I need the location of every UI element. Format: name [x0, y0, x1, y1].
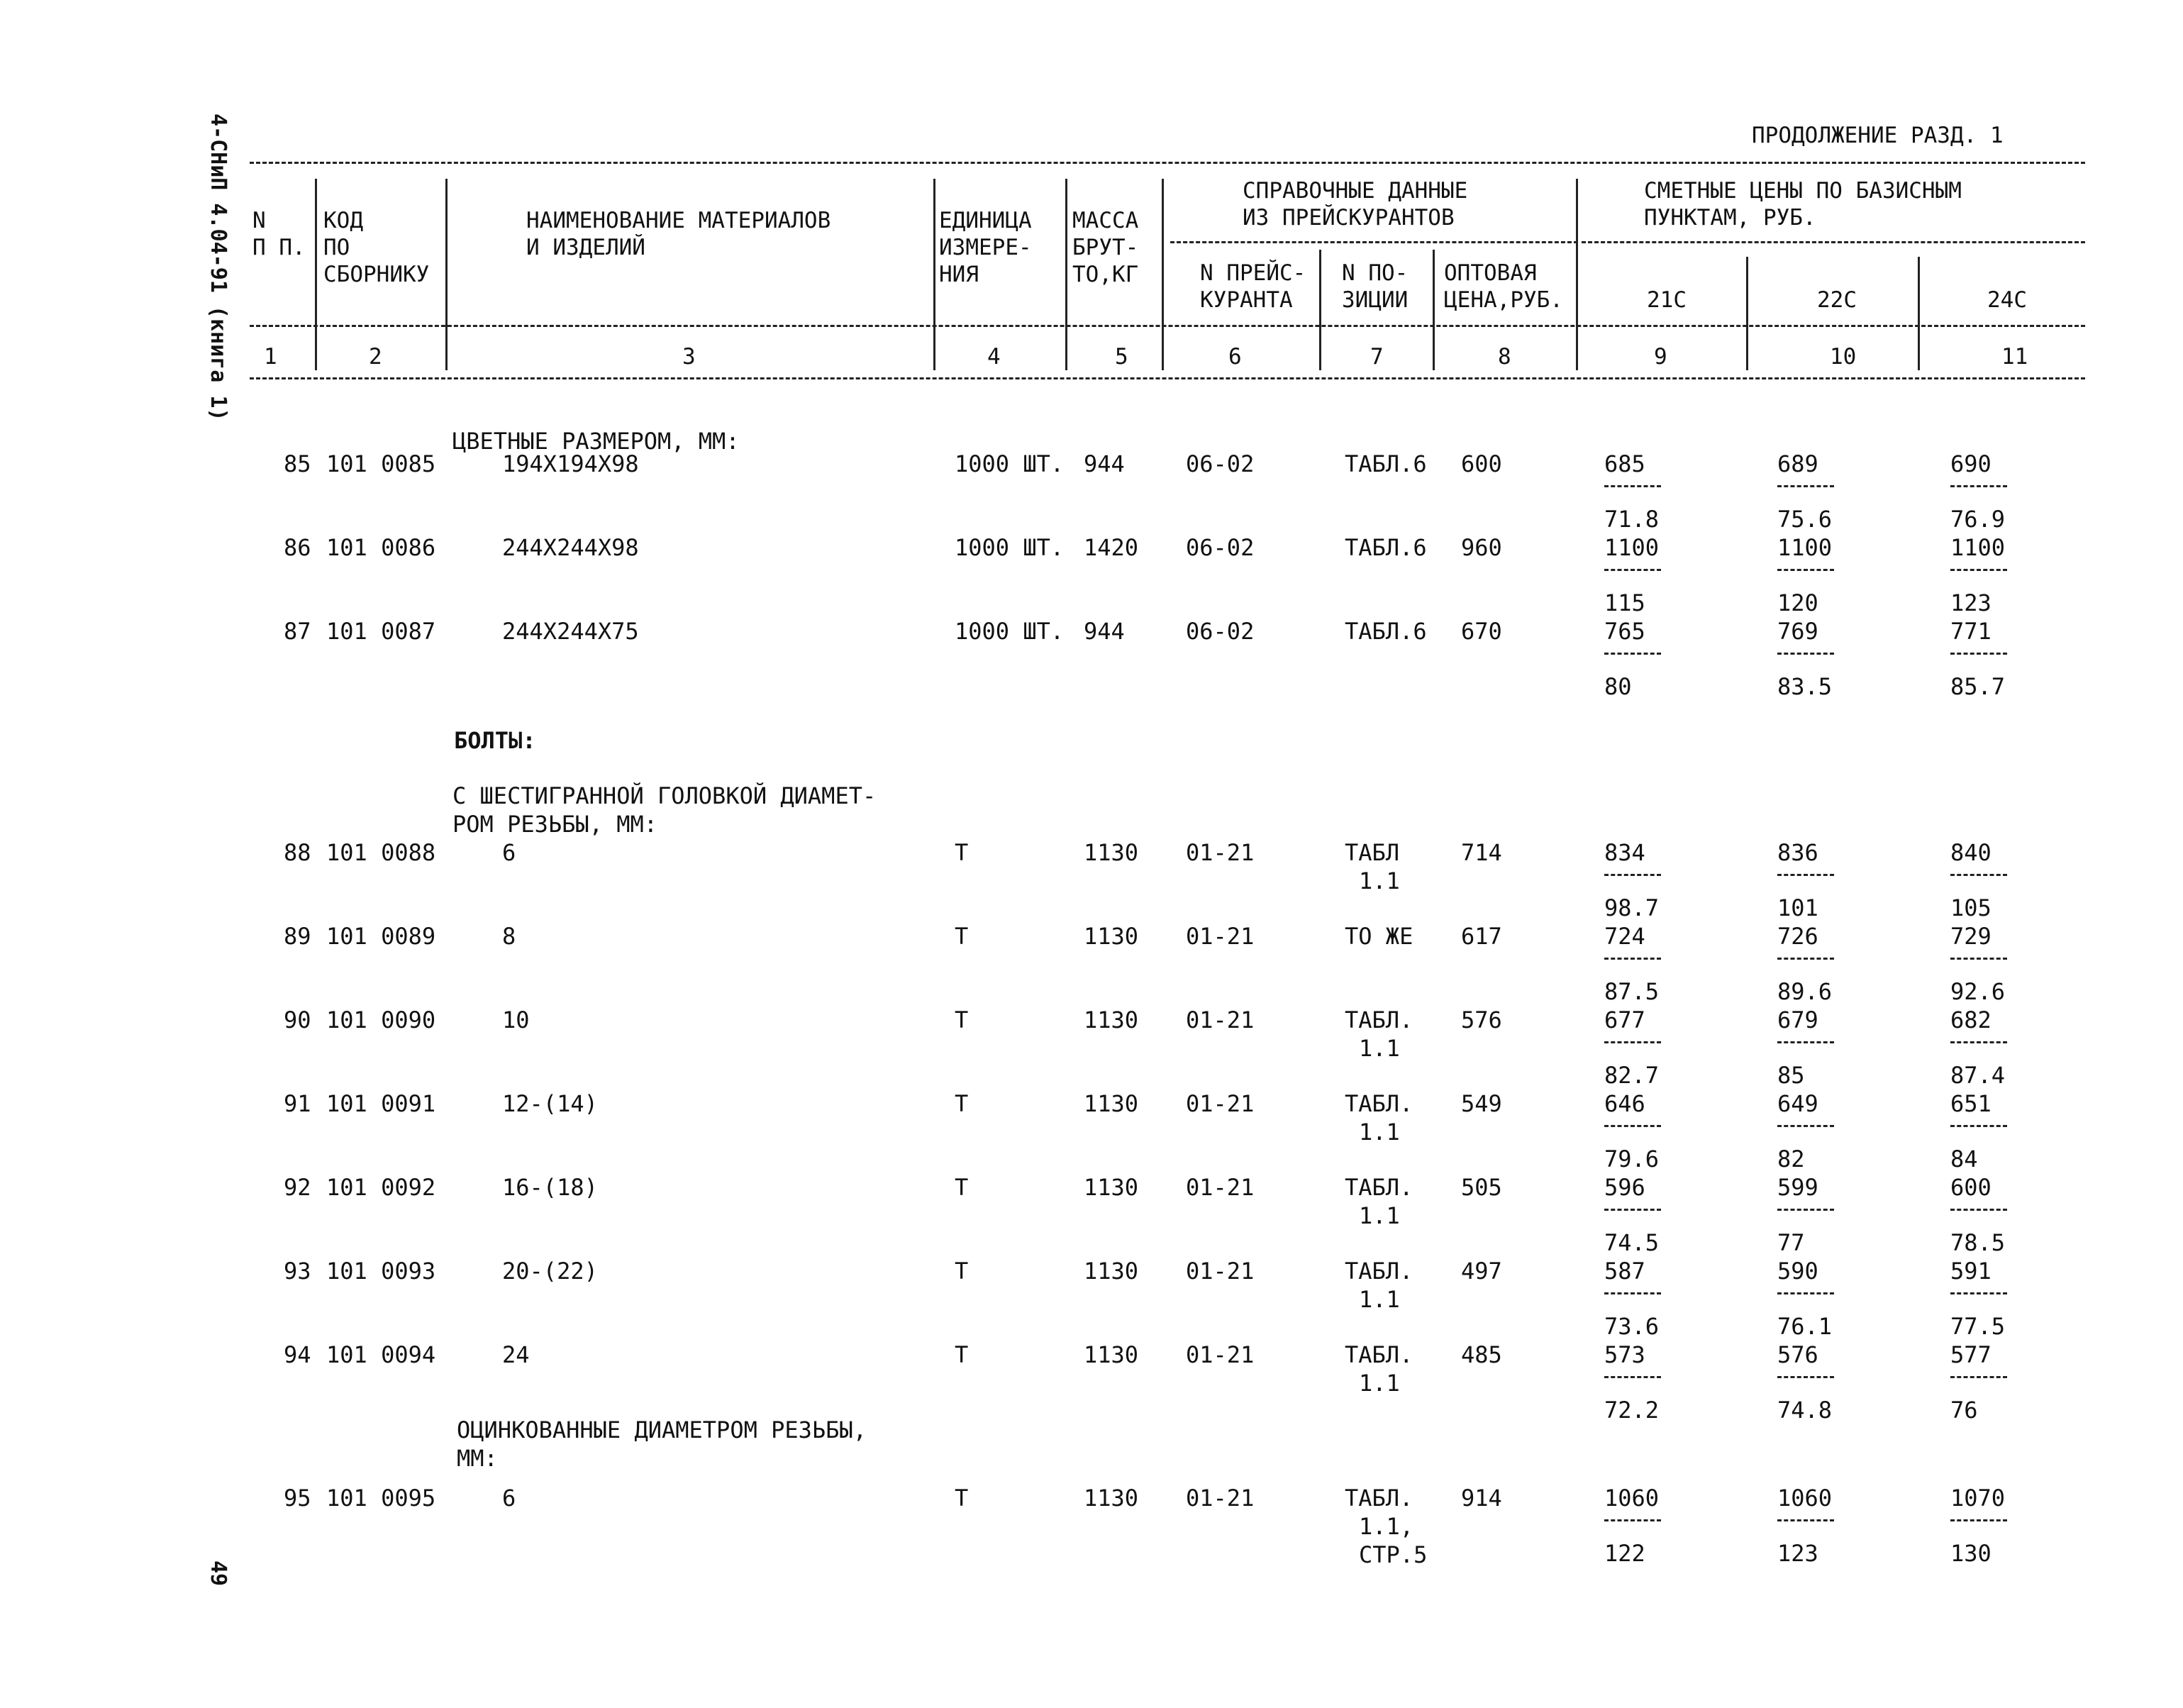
col-divider	[1319, 250, 1321, 370]
row-number: 95	[284, 1485, 311, 1512]
col4-heading: ИЗМЕРЕ-	[939, 235, 1032, 260]
fraction-divider	[1950, 1125, 2007, 1127]
page-number: 49	[206, 1560, 230, 1587]
row-basis-price: 596	[1604, 1174, 1645, 1201]
header-top-rule	[250, 162, 2085, 164]
row-position: 1.1	[1359, 1202, 1400, 1229]
row-position: ТАБЛ.6	[1345, 618, 1427, 645]
row-unit: 1000 ШТ.	[955, 618, 1065, 645]
col5-heading: ТО,КГ	[1072, 262, 1139, 287]
col4-heading: НИЯ	[939, 262, 979, 287]
row-position: 1.1	[1359, 1035, 1400, 1062]
row-basis-price: 726	[1777, 923, 1818, 950]
row-number: 92	[284, 1174, 311, 1201]
col-divider	[445, 179, 448, 370]
row-wholesale-price: 549	[1461, 1090, 1502, 1117]
row-basis-price-secondary: 76.1	[1777, 1313, 1833, 1340]
row-basis-price: 587	[1604, 1258, 1645, 1285]
row-code: 101 0095	[326, 1485, 436, 1512]
row-basis-price-secondary: 92.6	[1950, 978, 2006, 1005]
row-name: 6	[502, 1485, 516, 1512]
col7-heading: ЗИЦИИ	[1342, 287, 1409, 313]
row-unit: Т	[955, 1258, 969, 1285]
row-position: ТАБЛ.6	[1345, 534, 1427, 561]
row-price-list: 01-21	[1186, 839, 1255, 866]
fraction-divider	[1950, 1292, 2007, 1294]
row-basis-price: 573	[1604, 1341, 1645, 1368]
row-price-list: 01-21	[1186, 923, 1255, 950]
row-wholesale-price: 600	[1461, 450, 1502, 477]
col10-heading: 22С	[1817, 287, 1857, 313]
row-price-list: 01-21	[1186, 1341, 1255, 1368]
fraction-divider	[1777, 874, 1834, 876]
fraction-divider	[1950, 1209, 2007, 1211]
row-basis-price: 649	[1777, 1090, 1818, 1117]
row-number: 87	[284, 618, 311, 645]
row-name: 16-(18)	[502, 1174, 598, 1201]
row-basis-price: 1070	[1950, 1485, 2006, 1512]
col-divider	[1576, 179, 1578, 370]
col-number: 8	[1498, 344, 1511, 370]
row-code: 101 0089	[326, 923, 436, 950]
row-basis-price: 834	[1604, 839, 1645, 866]
row-position: ТАБЛ.	[1345, 1485, 1413, 1512]
row-basis-price-secondary: 74.5	[1604, 1229, 1660, 1256]
row-code: 101 0088	[326, 839, 436, 866]
row-unit: Т	[955, 1341, 969, 1368]
col7-heading: N ПО-	[1342, 260, 1409, 286]
fraction-divider	[1950, 569, 2007, 571]
document-code: 4-СНиП 4.04-91 (книга 1)	[206, 113, 230, 421]
col-divider	[1918, 257, 1920, 370]
col-number: 2	[369, 344, 382, 370]
row-basis-price-secondary: 122	[1604, 1540, 1645, 1567]
col5-heading: МАССА	[1072, 208, 1139, 233]
col-number: 10	[1830, 344, 1857, 370]
row-basis-price: 1060	[1604, 1485, 1660, 1512]
row-basis-price-secondary: 101	[1777, 894, 1818, 921]
col-number: 6	[1228, 344, 1242, 370]
col-divider	[1065, 179, 1067, 370]
row-price-list: 01-21	[1186, 1090, 1255, 1117]
row-basis-price-secondary: 87.5	[1604, 978, 1660, 1005]
fraction-divider	[1950, 485, 2007, 487]
row-price-list: 06-02	[1186, 618, 1255, 645]
row-basis-price: 646	[1604, 1090, 1645, 1117]
row-basis-price: 724	[1604, 923, 1645, 950]
fraction-divider	[1777, 569, 1834, 571]
col-number: 7	[1370, 344, 1384, 370]
fraction-divider	[1950, 653, 2007, 655]
row-basis-price: 685	[1604, 450, 1645, 477]
row-number: 89	[284, 923, 311, 950]
col2-heading: СБОРНИКУ	[323, 262, 430, 287]
row-name: 194Х194Х98	[502, 450, 639, 477]
fraction-divider	[1604, 485, 1661, 487]
row-unit: Т	[955, 1006, 969, 1033]
row-position: ТАБЛ.	[1345, 1258, 1413, 1285]
row-name: 12-(14)	[502, 1090, 598, 1117]
row-basis-price-secondary: 115	[1604, 589, 1645, 616]
section-heading: ЦВЕТНЫЕ РАЗМЕРОМ, ММ:	[452, 428, 740, 455]
row-basis-price: 1100	[1950, 534, 2006, 561]
row-position: 1.1	[1359, 1370, 1400, 1397]
row-code: 101 0093	[326, 1258, 436, 1285]
row-basis-price-secondary: 77.5	[1950, 1313, 2006, 1340]
fraction-divider	[1604, 1209, 1661, 1211]
col5-heading: БРУТ-	[1072, 235, 1139, 260]
row-unit: 1000 ШТ.	[955, 450, 1065, 477]
fraction-divider	[1777, 1125, 1834, 1127]
col-number: 9	[1654, 344, 1667, 370]
row-name: 6	[502, 839, 516, 866]
row-basis-price-secondary: 73.6	[1604, 1313, 1660, 1340]
col6-heading: КУРАНТА	[1200, 287, 1293, 313]
row-basis-price-secondary: 76	[1950, 1397, 1978, 1424]
fraction-divider	[1777, 1209, 1834, 1211]
ref-group-heading: СПРАВОЧНЫЕ ДАННЫЕ	[1243, 178, 1468, 204]
row-wholesale-price: 960	[1461, 534, 1502, 561]
row-basis-price: 690	[1950, 450, 1992, 477]
row-number: 90	[284, 1006, 311, 1033]
row-basis-price-secondary: 80	[1604, 673, 1632, 700]
row-position: 1.1	[1359, 1119, 1400, 1146]
row-price-list: 01-21	[1186, 1006, 1255, 1033]
row-basis-price-secondary: 77	[1777, 1229, 1805, 1256]
row-basis-price-secondary: 123	[1950, 589, 1992, 616]
row-basis-price: 599	[1777, 1174, 1818, 1201]
row-mass: 1130	[1084, 1485, 1139, 1512]
fraction-divider	[1604, 1376, 1661, 1378]
row-position: ТАБЛ.	[1345, 1341, 1413, 1368]
fraction-divider	[1777, 1519, 1834, 1521]
row-basis-price: 1100	[1777, 534, 1833, 561]
row-price-list: 06-02	[1186, 534, 1255, 561]
row-basis-price-secondary: 82.7	[1604, 1062, 1660, 1089]
row-mass: 944	[1084, 450, 1125, 477]
row-basis-price: 577	[1950, 1341, 1992, 1368]
row-wholesale-price: 617	[1461, 923, 1502, 950]
fraction-divider	[1950, 874, 2007, 876]
row-basis-price-secondary: 84	[1950, 1146, 1978, 1172]
col1-heading: П П.	[252, 235, 306, 260]
row-basis-price-secondary: 71.8	[1604, 506, 1660, 533]
col-divider	[315, 179, 317, 370]
col2-heading: КОД	[323, 208, 363, 233]
fraction-divider	[1777, 1292, 1834, 1294]
row-mass: 1130	[1084, 1258, 1139, 1285]
row-basis-price: 682	[1950, 1006, 1992, 1033]
row-mass: 1130	[1084, 1090, 1139, 1117]
row-position: ТАБЛ.	[1345, 1174, 1413, 1201]
price-group-heading: ПУНКТАМ, РУБ.	[1644, 205, 1816, 231]
col3-heading: НАИМЕНОВАНИЕ МАТЕРИАЛОВ	[526, 208, 831, 233]
col1-heading: N	[252, 208, 266, 233]
row-basis-price-secondary: 87.4	[1950, 1062, 2006, 1089]
row-basis-price-secondary: 78.5	[1950, 1229, 2006, 1256]
row-basis-price-secondary: 130	[1950, 1540, 1992, 1567]
row-basis-price-secondary: 83.5	[1777, 673, 1833, 700]
row-code: 101 0091	[326, 1090, 436, 1117]
row-unit: Т	[955, 839, 969, 866]
row-wholesale-price: 497	[1461, 1258, 1502, 1285]
row-name: 244Х244Х98	[502, 534, 639, 561]
row-basis-price-secondary: 85.7	[1950, 673, 2006, 700]
col-number: 5	[1115, 344, 1128, 370]
col-number: 1	[264, 344, 277, 370]
subsection-heading: ММ:	[457, 1445, 498, 1472]
row-basis-price: 836	[1777, 839, 1818, 866]
row-basis-price-secondary: 105	[1950, 894, 1992, 921]
row-unit: 1000 ШТ.	[955, 534, 1065, 561]
row-wholesale-price: 714	[1461, 839, 1502, 866]
price-group-rule	[1582, 241, 2085, 243]
row-position: ТАБЛ.	[1345, 1006, 1413, 1033]
row-mass: 1130	[1084, 1006, 1139, 1033]
row-position: СТР.5	[1359, 1541, 1428, 1568]
row-basis-price: 590	[1777, 1258, 1818, 1285]
col-number: 4	[987, 344, 1001, 370]
col-number: 11	[2001, 344, 2028, 370]
row-code: 101 0090	[326, 1006, 436, 1033]
fraction-divider	[1604, 1292, 1661, 1294]
subsection-heading: ОЦИНКОВАННЫЕ ДИАМЕТРОМ РЕЗЬБЫ,	[457, 1416, 867, 1443]
header-bottom-rule	[250, 377, 2085, 379]
col11-heading: 24С	[1987, 287, 2027, 313]
row-unit: Т	[955, 1485, 969, 1512]
ref-group-heading: ИЗ ПРЕЙСКУРАНТОВ	[1243, 205, 1455, 231]
row-basis-price: 771	[1950, 618, 1992, 645]
row-basis-price: 1060	[1777, 1485, 1833, 1512]
fraction-divider	[1777, 958, 1834, 960]
row-number: 85	[284, 450, 311, 477]
col-divider	[1433, 250, 1435, 370]
col6-heading: N ПРЕЙС-	[1200, 260, 1306, 286]
row-code: 101 0092	[326, 1174, 436, 1201]
fraction-divider	[1777, 485, 1834, 487]
row-basis-price: 689	[1777, 450, 1818, 477]
col-divider	[1746, 257, 1748, 370]
row-basis-price-secondary: 72.2	[1604, 1397, 1660, 1424]
row-position: ТАБЛ.6	[1345, 450, 1427, 477]
row-basis-price: 729	[1950, 923, 1992, 950]
row-position: ТАБЛ	[1345, 839, 1400, 866]
section-heading: БОЛТЫ:	[454, 727, 536, 754]
row-basis-price: 576	[1777, 1341, 1818, 1368]
fraction-divider	[1604, 1041, 1661, 1043]
row-code: 101 0085	[326, 450, 436, 477]
row-position: 1.1,	[1359, 1513, 1414, 1540]
row-code: 101 0087	[326, 618, 436, 645]
header-mid-rule	[250, 325, 2085, 327]
row-position: ТАБЛ.	[1345, 1090, 1413, 1117]
fraction-divider	[1604, 1519, 1661, 1521]
row-basis-price: 679	[1777, 1006, 1818, 1033]
row-basis-price-secondary: 79.6	[1604, 1146, 1660, 1172]
row-wholesale-price: 505	[1461, 1174, 1502, 1201]
col8-heading: ОПТОВАЯ	[1444, 260, 1537, 286]
row-basis-price: 840	[1950, 839, 1992, 866]
row-number: 93	[284, 1258, 311, 1285]
fraction-divider	[1950, 958, 2007, 960]
row-basis-price: 1100	[1604, 534, 1660, 561]
col8-heading: ЦЕНА,РУБ.	[1444, 287, 1563, 313]
row-basis-price: 765	[1604, 618, 1645, 645]
row-wholesale-price: 576	[1461, 1006, 1502, 1033]
row-mass: 1420	[1084, 534, 1139, 561]
row-number: 91	[284, 1090, 311, 1117]
row-price-list: 06-02	[1186, 450, 1255, 477]
row-unit: Т	[955, 1174, 969, 1201]
fraction-divider	[1604, 874, 1661, 876]
row-basis-price: 600	[1950, 1174, 1992, 1201]
fraction-divider	[1604, 653, 1661, 655]
col3-heading: И ИЗДЕЛИЙ	[526, 235, 645, 260]
row-name: 244Х244Х75	[502, 618, 639, 645]
fraction-divider	[1950, 1041, 2007, 1043]
row-name: 8	[502, 923, 516, 950]
row-mass: 1130	[1084, 923, 1139, 950]
row-code: 101 0094	[326, 1341, 436, 1368]
col9-heading: 21С	[1647, 287, 1687, 313]
row-basis-price: 769	[1777, 618, 1818, 645]
row-basis-price-secondary: 123	[1777, 1540, 1818, 1567]
col4-heading: ЕДИНИЦА	[939, 208, 1032, 233]
fraction-divider	[1950, 1519, 2007, 1521]
row-basis-price: 591	[1950, 1258, 1992, 1285]
subsection-heading: С ШЕСТИГРАННОЙ ГОЛОВКОЙ ДИАМЕТ-	[452, 782, 877, 809]
row-basis-price-secondary: 75.6	[1777, 506, 1833, 533]
row-unit: Т	[955, 923, 969, 950]
col-divider	[933, 179, 935, 370]
fraction-divider	[1950, 1376, 2007, 1378]
row-mass: 944	[1084, 618, 1125, 645]
row-position: 1.1	[1359, 867, 1400, 894]
row-mass: 1130	[1084, 839, 1139, 866]
col2-heading: ПО	[323, 235, 350, 260]
row-basis-price: 677	[1604, 1006, 1645, 1033]
row-wholesale-price: 670	[1461, 618, 1502, 645]
ref-group-rule	[1170, 241, 1578, 243]
row-price-list: 01-21	[1186, 1485, 1255, 1512]
row-number: 86	[284, 534, 311, 561]
fraction-divider	[1604, 1125, 1661, 1127]
row-price-list: 01-21	[1186, 1174, 1255, 1201]
fraction-divider	[1604, 958, 1661, 960]
row-name: 24	[502, 1341, 530, 1368]
row-basis-price-secondary: 89.6	[1777, 978, 1833, 1005]
fraction-divider	[1777, 1041, 1834, 1043]
row-basis-price-secondary: 85	[1777, 1062, 1805, 1089]
row-name: 20-(22)	[502, 1258, 598, 1285]
row-basis-price-secondary: 76.9	[1950, 506, 2006, 533]
row-basis-price-secondary: 82	[1777, 1146, 1805, 1172]
row-basis-price-secondary: 120	[1777, 589, 1818, 616]
row-wholesale-price: 914	[1461, 1485, 1502, 1512]
price-group-heading: СМЕТНЫЕ ЦЕНЫ ПО БАЗИСНЫМ	[1644, 178, 1962, 204]
row-mass: 1130	[1084, 1174, 1139, 1201]
fraction-divider	[1777, 653, 1834, 655]
row-mass: 1130	[1084, 1341, 1139, 1368]
continuation-label: ПРОДОЛЖЕНИЕ РАЗД. 1	[1752, 123, 2004, 148]
row-code: 101 0086	[326, 534, 436, 561]
col-number: 3	[682, 344, 696, 370]
fraction-divider	[1604, 569, 1661, 571]
row-position: ТО ЖЕ	[1345, 923, 1413, 950]
row-position: 1.1	[1359, 1286, 1400, 1313]
row-basis-price: 651	[1950, 1090, 1992, 1117]
row-basis-price-secondary: 74.8	[1777, 1397, 1833, 1424]
row-number: 94	[284, 1341, 311, 1368]
row-unit: Т	[955, 1090, 969, 1117]
row-price-list: 01-21	[1186, 1258, 1255, 1285]
row-number: 88	[284, 839, 311, 866]
fraction-divider	[1777, 1376, 1834, 1378]
subsection-heading: РОМ РЕЗЬБЫ, ММ:	[452, 811, 657, 838]
row-name: 10	[502, 1006, 530, 1033]
col-divider	[1162, 179, 1164, 370]
row-wholesale-price: 485	[1461, 1341, 1502, 1368]
row-basis-price-secondary: 98.7	[1604, 894, 1660, 921]
